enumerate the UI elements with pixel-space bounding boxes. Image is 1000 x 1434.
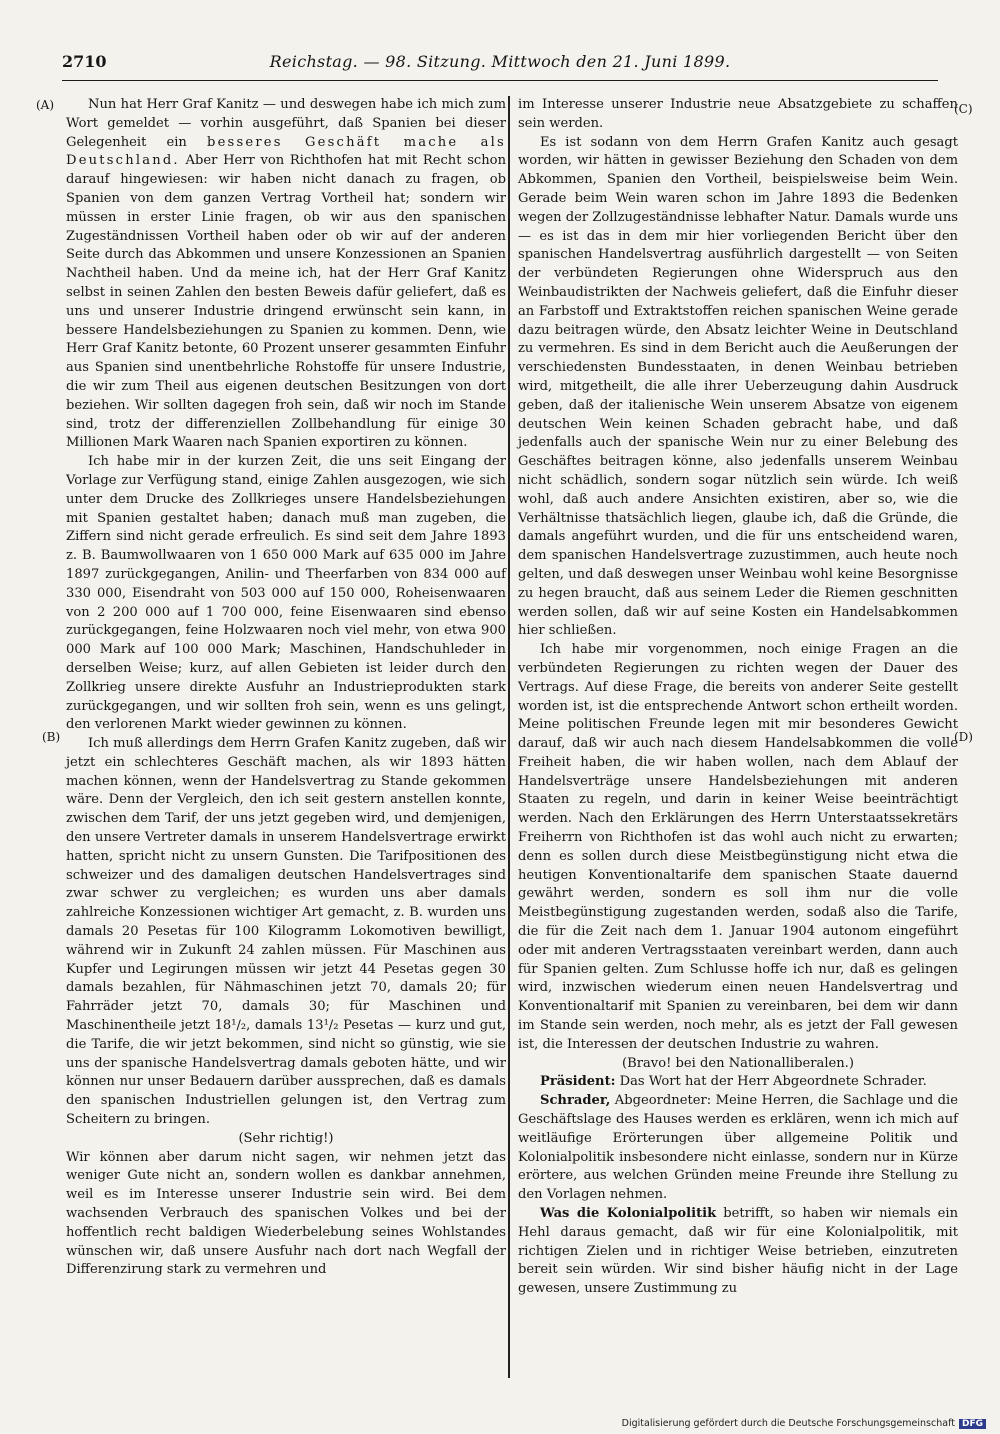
margin-marker-b: (B) <box>42 730 61 744</box>
spaced-emphasis: besseres Geschäft mache als Deutschland. <box>66 134 506 169</box>
applause-note: (Bravo! bei den Nationalliberalen.) <box>622 1055 854 1071</box>
margin-marker-a: (A) <box>36 98 55 112</box>
page-number: 2710 <box>62 52 107 71</box>
paragraph: Ich habe mir in der kurzen Zeit, die uns seit Eingang der Vorlage zur Verfügung stand, einige Zahlen ausgezogen, wie sich unter dem Drucke des Zollkrieges unsere Handelsbeziehungen mit Spanien gestaltet haben; danach muß man zugeben, die Ziffern sind nicht gerade erfreulich. Es sind seit dem Jahre 1893 z. B. Baumwollwaaren von 1 650 000 Mark auf 635 000 im Jahre 1897 zurückgegangen, Anilin- und Theerfarben von 834 000 auf 330 000, Eisendraht von 503 000 auf 150 000, Roheisenwaaren von 2 200 000 auf 1 700 000, feine Eisenwaaren sind ebenso zurückgegangen, feine Holzwaaren noch viel mehr, von etwa 900 000 Mark auf 100 000 Mark; Maschinen, Handschuhleder in derselben Weise; kurz, auf allen Gebieten ist leider durch den Zollkrieg unsere direkte Ausfuhr an Industrieprodukten stark zurückgegangen, und wir sollten froh sein, wenn es uns gelingt, den verlorenen Markt wieder gewinnen zu können. <box>66 454 506 733</box>
paragraph <box>518 1205 958 1299</box>
paragraph: Ich muß allerdings dem Herrn Grafen Kanitz zugeben, daß wir jetzt ein schlechteres Geschäft machen, als wir 1893 hätten machen können, wenn der Handelsvertrag zu Stande gekommen wäre. Denn der Vergleich, den ich seit gestern anstellen konnte, zwischen dem Tarif, der uns jetzt gegeben wird, und demjenigen, den unsere Vertreter damals in unserem Handelsvertrage erwirkt hatten, spricht nicht zu unsern Gunsten. Die Tarifpositionen des schweizer und des damaligen deutschen Handelsvertrages sind zwar schwer zu vergleichen; es wurden uns aber damals zahlreiche Konzessionen wichtiger Art gemacht, z. B. wurden uns damals 20 Pesetas für 100 Kilogramm Lokomotiven bewilligt, während wir in Zukunft 24 zahlen müssen. Für Maschinen aus Kupfer und Legirungen müssen wir jetzt 44 Pesetas gegen 30 damals bezahlen, für Nähmaschinen jetzt 70, damals 20; für Fahrräder jetzt 70, damals 30; für Maschinen und Maschinentheile jetzt 18¹/₂, damals 13¹/₂ Pesetas — kurz und gut, die Tarife, die wir jetzt bekommen, sind nicht so günstig, wie sie uns der spanische Handelsvertrag damals geboten hätte, und wir können nur unser Bedauern darüber aussprechen, daß es damals den spanischen Industriellen gelungen ist, den Vertrag zum Scheitern zu bringen. <box>66 736 506 1128</box>
paragraph-text: Abgeordneter: Meine Herren, die Sachlage und die Geschäftslage des Hauses werden es erklären, wenn ich mich auf weitläufige Erörterungen über allgemeine Politik und Kolonialpolitik insbesondere nicht einlasse, sondern nur in Kürze erörtere, aus welchen Gründen meine Freunde ihre Stellung zu den Vorlagen nehmen. <box>518 1093 958 1203</box>
margin-marker-c: (C) <box>954 102 973 116</box>
running-title: Reichstag. — 98. Sitzung. Mittwoch den 21. Juni 1899. <box>269 52 731 71</box>
paragraph-text: betrifft, so haben wir niemals ein Hehl daraus gemacht, daß wir für eine Kolonialpolitik, mit richtigen Zielen und in richtiger Weise betrieben, einzutreten bereit sein würden. Wir sind bisher häufig nicht in der Lage gewesen, unsere Zustimmung zu <box>518 1206 959 1297</box>
speaker-label: Präsident: <box>540 1074 616 1090</box>
margin-marker-d: (D) <box>954 730 973 744</box>
digitization-credit <box>622 1418 986 1429</box>
paragraph: Ich habe mir vorgenommen, noch einige Fragen an die verbündeten Regierungen zu richten wegen der Dauer des Vertrags. Auf diese Frage, die bereits von anderer Seite gestellt worden ist, ist die entsprechende Antwort schon ertheilt worden. Meine politischen Freunde legen mit mir besonderes Gewicht darauf, daß wir auch nach diesem Handelsabkommen die volle Freiheit haben, die wir haben wollen, nach dem Ablauf der Handelsverträge unsere Handelsbeziehungen mit anderen Staaten zu regeln, und darin in keiner Weise beeinträchtigt werden. Nach den Erklärungen des Herrn Unterstaatssekretärs Freiherrn von Richthofen ist das wohl auch nicht zu erwarten; denn es sollen durch diese Meistbegünstigung nicht etwa die heutigen Konventionaltarife dem spanischen Staate dauernd gewährt werden, sondern es soll ihm nur die volle Meistbegünstigung zugestanden werden, sodaß also die Tarife, die für die Zeit nach dem 1. Januar 1904 autonom eingeführt oder mit anderen Vertragsstaaten vereinbart werden, dann auch für Spanien gelten. Zum Schlusse hoffe ich nur, daß es gelingen wird, inzwischen wiederum einen neuen Handelsvertrag und Konventionaltarif mit Spanien zu vereinbaren, bei dem wir dann im Stande sein werden, noch mehr, als es jetzt der Fall gewesen ist, die Interessen der deutschen Industrie zu wahren. <box>518 642 958 1052</box>
dfg-logo: DFG <box>959 1419 986 1429</box>
paragraph: im Interesse unserer Industrie neue Absatzgebiete zu schaffen sein werden. <box>518 97 958 131</box>
header-rule <box>62 80 938 81</box>
speaker-label: Schrader, <box>540 1093 611 1109</box>
left-column <box>66 96 506 1280</box>
credit-text: Digitalisierung gefördert durch die Deutsche Forschungsgemeinschaft <box>621 1418 955 1429</box>
running-header <box>62 46 938 78</box>
paragraph-text: Aber Herr von Richthofen hat mit Recht schon darauf hingewiesen: wir haben nicht danach zu fragen, ob Spanien von dem ganzen Vertrag Vortheil hat; sondern wir müssen in erster Linie fragen, ob wir aus den spanischen Zugeständnissen Vortheil haben oder ob wir auf der anderen Seite durch das Abkommen und unsere Konzessionen an Spanien Nachtheil haben. Und da meine ich, hat der Herr Graf Kanitz selbst in seinen Zahlen den besten Beweis dafür geliefert, daß es uns und unserer Industrie dringend erwünscht sein kann, in bessere Handelsbeziehungen zu Spanien zu kommen. Denn, wie Herr Graf Kanitz betonte, 60 Prozent unserer gesammten Einfuhr aus Spanien sind unentbehrliche Rohstoffe für unsere Industrie, die wir zum Theil aus eigenen deutschen Besitzungen von dort beziehen. Wir sollten dagegen froh sein, daß wir noch im Stande sind, trotz der differenziellen Zollbehandlung für einige 30 Millionen Mark Waaren nach Spanien exportiren zu können. <box>66 153 506 451</box>
paragraph: Wir können aber darum nicht sagen, wir nehmen jetzt das weniger Gute nicht an, sondern wollen es dankbar annehmen, weil es im Interesse unserer Industrie sein wird. Bei dem wachsenden Verbrauch des spanischen Volkes und bei der hoffentlich recht baldigen Wiederbelebung seines Wohlstandes wünschen wir, daß unsere Ausfuhr nach dort nach Wegfall der Differenzirung stark zu vermehren und <box>66 1149 506 1278</box>
schrader-speech <box>518 1092 958 1205</box>
paragraph-text: Das Wort hat der Herr Abgeordnete Schrader. <box>615 1074 927 1090</box>
paragraph-text: Nun hat Herr Graf Kanitz — und deswegen habe ich mich zum Wort gemeldet — vorhin ausgeführt, daß Spanien bei dieser Gelegenheit ein <box>66 97 506 150</box>
interjection: (Sehr richtig!) <box>238 1130 334 1146</box>
paragraph <box>66 96 506 453</box>
right-column <box>518 96 958 1299</box>
paragraph: Es ist sodann von dem Herrn Grafen Kanitz auch gesagt worden, wir hätten in gewisser Beziehung den Schaden von dem Abkommen, Spanien den Vortheil, beispielsweise beim Wein. Gerade beim Wein waren schon im Jahre 1893 die Bedenken wegen der Zollzugeständnisse lebhafter Natur. Damals wurde uns — es ist das in dem mir hier vorliegenden Bericht über den spanischen Handelsvertrag ausführlich dargestellt — von Seiten der verbündeten Regierungen ohne Widerspruch aus den Weinbaudistrikten der Nachweis geliefert, daß die Einfuhr dieser an Farbstoff und Extraktstoffen reichen spanischen Weine gerade dazu beitragen würde, den Absatz leichter Weine in Deutschland zu vermehren. Es sind in dem Bericht auch die Aeußerungen der verschiedensten Bundesstaaten, in denen Weinbau betrieben wird, mitgetheilt, die alle ihrer Ueberzeugung dahin Ausdruck geben, daß der italienische Wein unserem Absatze von eigenem deutschen Wein keinen Schaden gebracht habe, und daß jedenfalls auch der spanische Wein nur zu einer Belebung des Geschäftes beitragen könne, also jedenfalls unserem Weinbau nicht schädlich, sondern sogar nützlich sein würde. Ich weiß wohl, daß auch andere Ansichten existiren, aber so, wie die Verhältnisse thatsächlich liegen, glaube ich, daß die Gründe, die damals angeführt wurden, und die für uns entscheidend waren, dem spanischen Handelsvertrage zuzustimmen, auch heute noch gelten, und daß deswegen unser Weinbau wohl keine Besorgnisse zu hegen braucht, daß aus seinem Leder die Riemen geschnitten werden sollen, daß wir auf seine Kosten ein Handelsabkommen hier schließen. <box>518 134 958 639</box>
topic-emphasis: Was die Kolonialpolitik <box>540 1206 717 1222</box>
column-divider <box>508 96 510 1378</box>
president-speech <box>518 1073 958 1092</box>
